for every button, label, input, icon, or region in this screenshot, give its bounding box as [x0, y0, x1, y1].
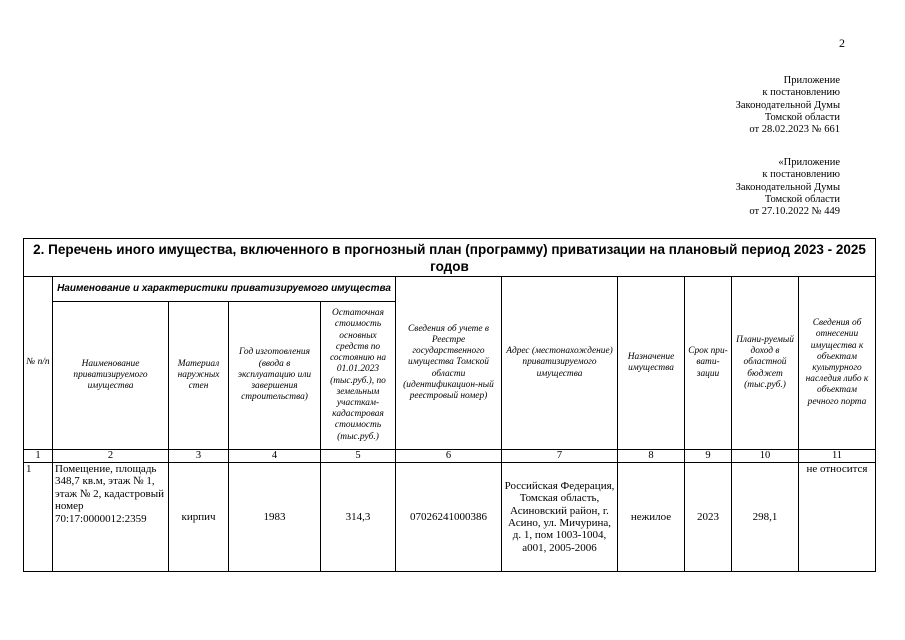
stamp-line: «Приложение — [778, 157, 840, 168]
cell-num: 1 — [24, 463, 53, 572]
stamp-line: к постановлению — [762, 169, 840, 181]
column-number: 4 — [229, 450, 321, 463]
header-income: Плани-руемый доход в областной бюджет (тыс.руб.) — [732, 277, 799, 450]
stamp-line: от 28.02.2023 № 661 — [749, 124, 840, 136]
header-registry: Сведения об учете в Реестре государственного имущества Томской области (идентификацион-ный реестровый номер) — [396, 277, 502, 450]
stamp-line: Томской области — [764, 111, 840, 123]
column-number: 1 — [24, 450, 53, 463]
column-number: 7 — [502, 450, 618, 463]
cell-term: 2023 — [685, 463, 732, 572]
stamp-line: Томской области — [764, 193, 840, 205]
header-term: Срок при-вати-зации — [685, 277, 732, 450]
cell-residual-value: 314,3 — [321, 463, 396, 572]
header-heritage: Сведения об отнесении имущества к объектам культурного наследия либо к объектам речного порта — [799, 277, 876, 450]
column-number: 6 — [396, 450, 502, 463]
column-number: 5 — [321, 450, 396, 463]
cell-name: Помещение, площадь 348,7 кв.м, этаж № 1, этаж № 2, кадастровый номер 70:17:0000012:2359 — [53, 463, 169, 572]
cell-material: кирпич — [169, 463, 229, 572]
cell-address: Российская Федерация, Томская область, Асиновский район, г. Асино, ул. Мичурина, д. 1, пом 1003-1004, а001, 2005-2006 — [502, 463, 618, 572]
cell-registry: 07026241000386 — [396, 463, 502, 572]
column-number-row — [24, 450, 876, 463]
column-number: 11 — [799, 450, 876, 463]
privatization-property-table — [23, 238, 876, 572]
column-number: 9 — [685, 450, 732, 463]
stamp-line: Законодательной Думы — [735, 181, 840, 193]
cell-purpose: нежилое — [618, 463, 685, 572]
header-num: № п/п — [24, 277, 53, 450]
column-number: 2 — [53, 450, 169, 463]
column-number: 8 — [618, 450, 685, 463]
header-name: Наименование приватизируемого имущества — [53, 302, 169, 450]
cell-income: 298,1 — [732, 463, 799, 572]
header-residual-value: Остаточная стоимость основных средств по состоянию на 01.01.2023 (тыс.руб.), по земельным участкам-кадастровая стоимость (тыс.руб.) — [321, 302, 396, 450]
cell-year: 1983 — [229, 463, 321, 572]
column-number: 3 — [169, 450, 229, 463]
header-year: Год изготовления (ввода в эксплуатацию или завершения строительства) — [229, 302, 321, 450]
header-material: Материал наружных стен — [169, 302, 229, 450]
stamp-line: Законодательной Думы — [735, 99, 840, 111]
cell-heritage: не относится — [799, 463, 876, 572]
stamp-line: Приложение — [783, 75, 840, 86]
column-number: 10 — [732, 450, 799, 463]
header-group-characteristics: Наименование и характеристики приватизируемого имущества — [53, 277, 396, 302]
header-address: Адрес (местонахождение) приватизируемого имущества — [502, 277, 618, 450]
table-row — [24, 463, 876, 572]
stamp-line: от 27.10.2022 № 449 — [749, 206, 840, 218]
approval-stamp-previous — [736, 157, 840, 218]
page-number: 2 — [839, 36, 845, 50]
stamp-line: к постановлению — [762, 87, 840, 99]
approval-stamp-current — [736, 75, 840, 136]
header-purpose: Назначение имущества — [618, 277, 685, 450]
table-title: 2. Перечень иного имущества, включенного в прогнозный план (программу) приватизации на плановый период 2023 - 2025 годов — [24, 239, 876, 277]
